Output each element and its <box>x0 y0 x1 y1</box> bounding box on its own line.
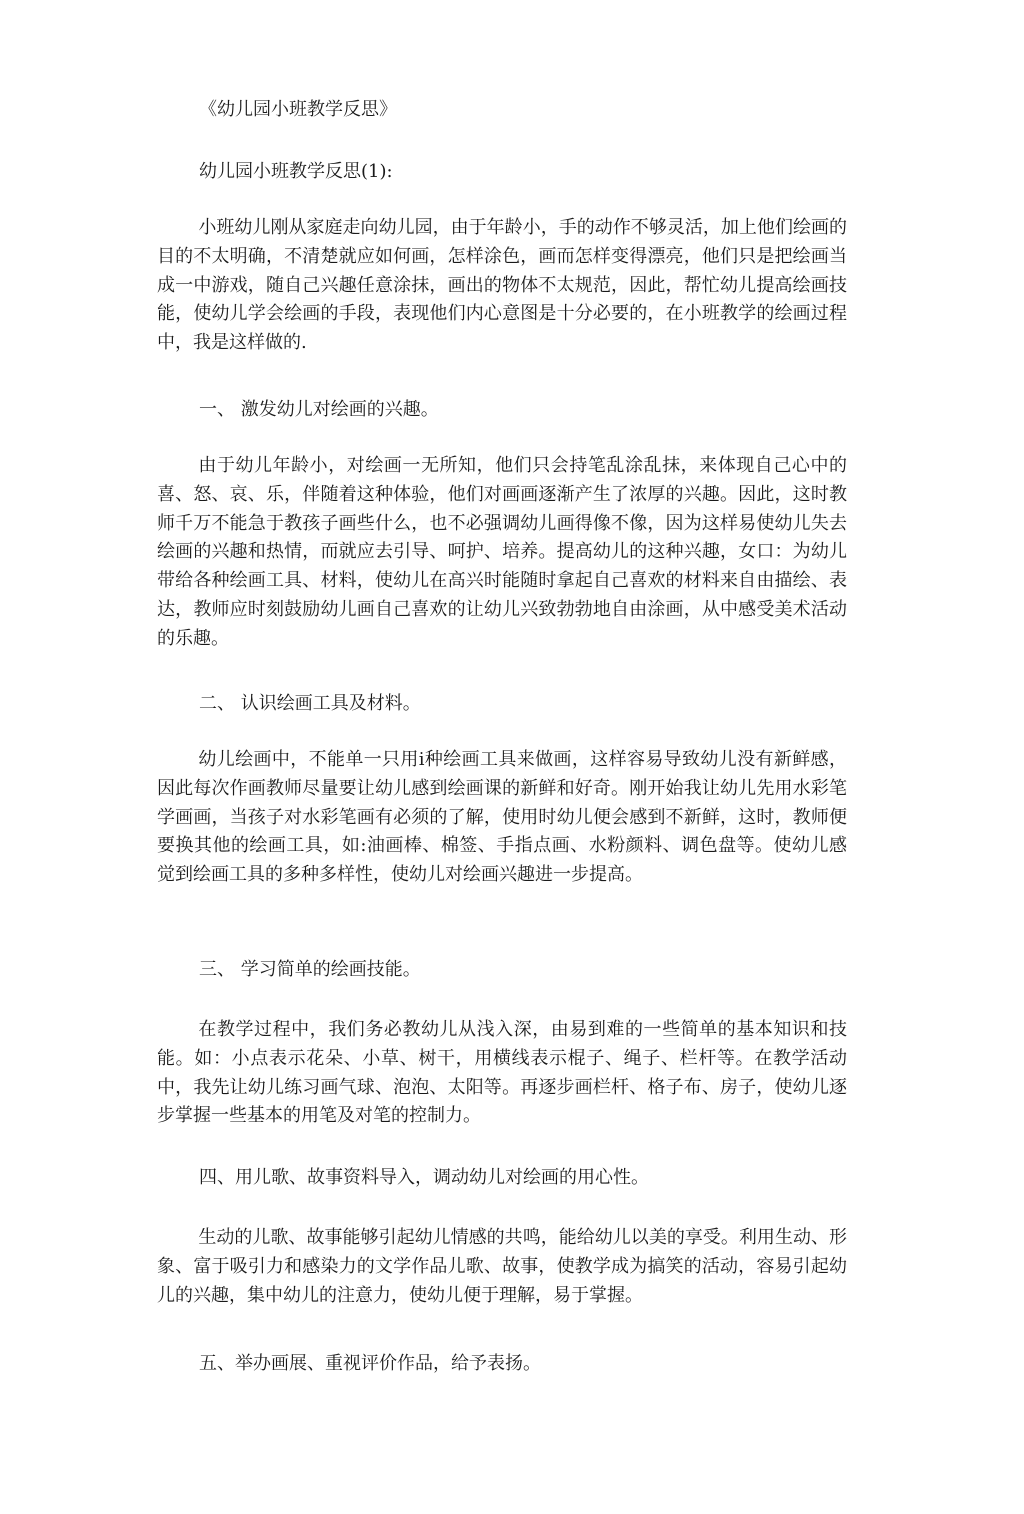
section-1-body: 由于幼儿年龄小，对绘画一无所知，他们只会持笔乱涂乱抹，来体现自己心中的喜、怒、哀、乐，伴随着这种体验，他们对画画逐渐产生了浓厚的兴趣。因此，这时教师千万不能急于教孩子画些什么，也不必强调幼儿画得像不像，因为这样易使幼儿失去绘画的兴趣和热情，而就应去引导、呵护、培养。提高幼儿的这种兴趣，女口：为幼儿带给各种绘画工具、材料，使幼儿在高兴时能随时拿起自己喜欢的材料来自由描绘、表达，教师应时刻鼓励幼儿画自己喜欢的让幼儿兴致勃勃地自由涂画，从中感受美术活动的乐趣。 <box>157 455 847 649</box>
section-2-body: 幼儿绘画中，不能单一只用i种绘画工具来做画，这样容易导致幼儿没有新鲜感，因此每次作画教师尽量要让幼儿感到绘画课的新鲜和好奇。刚开始我让幼儿先用水彩笔学画画，当孩子对水彩笔画有必须的了解，使用时幼儿便会感到不新鲜，这时，教师便要换其他的绘画工具，如:油画棒、棉签、手指点画、水粉颜料、调色盘等。使幼儿感觉到绘画工具的多种多样性，使幼儿对绘画兴趣进一步提高。 <box>157 749 847 886</box>
section-3-body: 在教学过程中，我们务必教幼儿从浅入深，由易到难的一些简单的基本知识和技能。如：小点表示花朵、小草、树干，用横线表示棍子、绳子、栏杆等。在教学活动中，我先让幼儿练习画气球、泡泡、太阳等。再逐步画栏杆、格子布、房子，使幼儿逐步掌握一些基本的用笔及对笔的控制力。 <box>157 1019 847 1127</box>
section-1-heading: 一、 激发幼儿对绘画的兴趣。 <box>199 399 439 420</box>
section-2-heading: 二、 认识绘画工具及材料。 <box>199 693 421 714</box>
section-5-heading: 五、举办画展、重视评价作品，给予表扬。 <box>199 1353 541 1374</box>
section-4-body: 生动的儿歌、故事能够引起幼儿情感的共鸣，能给幼儿以美的享受。利用生动、形象、富于吸引力和感染力的文学作品儿歌、故事，使教学成为搞笑的活动，容易引起幼儿的兴趣，集中幼儿的注意力，使幼儿便于理解，易于掌握。 <box>157 1227 847 1306</box>
section-3-heading: 三、 学习简单的绘画技能。 <box>199 959 421 980</box>
section-4-heading: 四、用儿歌、故事资料导入，调动幼儿对绘画的用心性。 <box>199 1167 649 1188</box>
document-subtitle: 幼儿园小班教学反思(1): <box>199 161 393 182</box>
document-title: 《幼儿园小班教学反思》 <box>199 99 397 120</box>
intro-paragraph: 小班幼儿刚从家庭走向幼儿园，由于年龄小，手的动作不够灵活，加上他们绘画的目的不太明确，不清楚就应如何画，怎样涂色，画而怎样变得漂亮，他们只是把绘画当成一中游戏，随自己兴趣任意涂抹，画出的物体不太规范，因此，帮忙幼儿提高绘画技能，使幼儿学会绘画的手段，表现他们内心意图是十分必要的，在小班教学的绘画过程中，我是这样做的. <box>157 217 847 354</box>
